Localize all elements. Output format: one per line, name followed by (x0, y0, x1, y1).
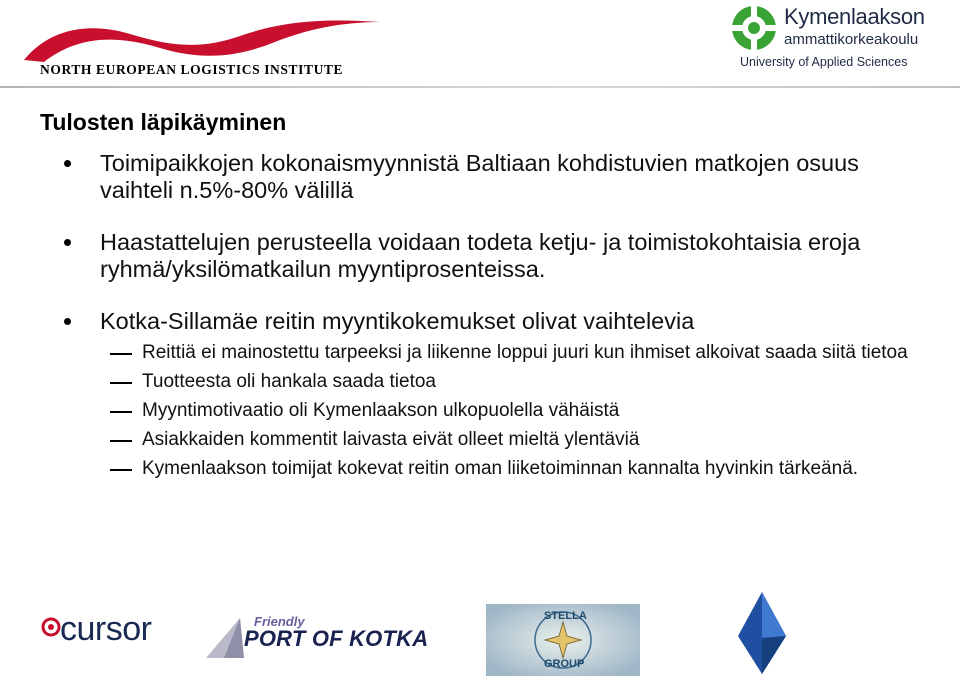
bullet-dot-icon (64, 160, 71, 167)
stella-bottom-text: GROUP (544, 658, 585, 670)
kyamk-subname: ammattikorkeakoulu (784, 31, 919, 48)
bullet-item (40, 150, 920, 204)
dash-icon (110, 411, 132, 413)
sub-bullet-text: Reittiä ei mainostettu tarpeeksi ja liikenne loppui juuri kun ihmiset alkoivat saada siitä tietoa (142, 342, 908, 363)
nel-swoosh-icon (20, 8, 400, 68)
bullet-text: Haastattelujen perusteella voidaan todeta ketju- ja toimistokohtaisia eroja ryhmä/yksilömatkailun myyntiprosenteissa. (100, 229, 861, 282)
cursor-logo (40, 612, 180, 658)
slide-content (40, 108, 920, 486)
cursor-swirl-icon (40, 616, 62, 638)
bullet-list (40, 150, 920, 480)
bullet-item (40, 308, 920, 480)
sub-bullet-text: Asiakkaiden kommentit laivasta eivät olleet mieltä ylentäviä (142, 429, 640, 450)
slide-title: Tulosten läpikäyminen (40, 109, 287, 135)
kite-diamond-icon (734, 592, 790, 674)
bullet-text: Kotka-Sillamäe reitin myyntikokemukset olivat vaihtelevia (100, 308, 695, 334)
dash-icon (110, 469, 132, 471)
sub-bullet-item (100, 428, 920, 451)
kyamk-name: Kymenlaakson (784, 4, 925, 29)
port-logo-tagline: Friendly (254, 614, 305, 629)
sub-bullet-item (100, 341, 920, 364)
port-of-kotka-logo (200, 614, 429, 664)
sub-bullet-text: Myyntimotivaatio oli Kymenlaakson ulkopuolella vähäistä (142, 400, 620, 421)
kyamk-logo (730, 4, 950, 72)
nel-logo-text: NORTH EUROPEAN LOGISTICS INSTITUTE (40, 62, 344, 77)
sub-bullet-list (100, 341, 920, 480)
bullet-item (40, 229, 920, 283)
sub-bullet-text: Kymenlaakson toimijat kokevat reitin oman liiketoiminnan kannalta hyvinkin tärkeänä. (142, 458, 859, 479)
header-divider (0, 86, 960, 88)
stella-group-logo (486, 604, 640, 676)
bullet-dot-icon (64, 239, 71, 246)
dash-icon (110, 353, 132, 355)
kyamk-emblem-icon (730, 4, 778, 52)
bullet-dot-icon (64, 318, 71, 325)
sub-bullet-item (100, 370, 920, 393)
sub-bullet-text: Tuotteesta oli hankala saada tietoa (142, 371, 436, 392)
port-logo-name: PORT OF KOTKA (244, 626, 429, 651)
sail-icon (200, 618, 248, 662)
slide-header (0, 0, 960, 90)
stella-top-text: STELLA (544, 610, 587, 622)
dash-icon (110, 440, 132, 442)
kyamk-english-name: University of Applied Sciences (740, 55, 908, 69)
bullet-text: Toimipaikkojen kokonaismyynnistä Baltiaan kohdistuvien matkojen osuus vaihteli n.5%-80% välillä (100, 150, 859, 203)
sub-bullet-item (100, 399, 920, 422)
cursor-logo-text: cursor (60, 610, 152, 648)
dash-icon (110, 382, 132, 384)
kite-logo (734, 592, 790, 674)
sub-bullet-item (100, 457, 920, 480)
